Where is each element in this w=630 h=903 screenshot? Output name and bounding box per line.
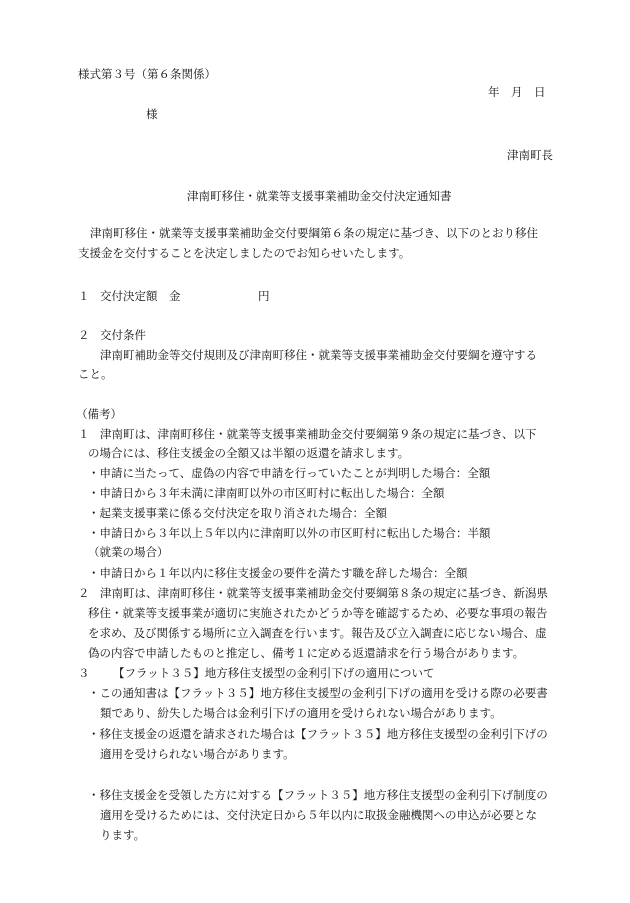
note3-bullet-cont: 適用を受けるためには、交付決定日から５年以内に取扱金融機関への申込が必要とな — [100, 808, 537, 822]
note3-bullet-first: ・この通知書は【フラット３５】地方移住支援型の金利引下げの適用を受ける際の必要書 — [88, 686, 548, 700]
section1-unit: 円 — [258, 289, 270, 303]
note3-bullet-first: ・移住支援金の返還を請求された場合は【フラット３５】地方移住支援型の金利引下げの — [88, 727, 548, 741]
intro-line-2: 支援金を交付することを決定しましたのでお知らせいたします。 — [78, 246, 411, 260]
section1-label: 交付決定額 金 — [100, 289, 181, 303]
form-number: 様式第３号（第６条関係） — [78, 67, 216, 81]
addressee-suffix: 様 — [146, 107, 158, 121]
sender-name: 津南町長 — [507, 148, 553, 162]
note1-bullet: ・起業支援事業に係る交付決定を取り消された場合：全額 — [88, 506, 387, 520]
section1-number: １ — [78, 289, 90, 303]
note1-bullet: ・申請日から３年未満に津南町以外の市区町村に転出した場合：全額 — [88, 486, 445, 500]
note3-bullet-cont: ります。 — [100, 828, 146, 842]
intro-line-1: 津南町移住・就業等支援事業補助金交付要綱第６条の規定に基づき、以下のとおり移住 — [90, 226, 539, 240]
note3-heading: 【フラット３５】地方移住支援型の金利引下げの適用について — [113, 666, 435, 680]
note3-number: ３ — [78, 666, 90, 680]
note1-subheading: （就業の場合） — [88, 545, 169, 559]
note3-bullet-cont: 類であり、紛失した場合は金利引下げの適用を受けられない場合があります。 — [100, 706, 502, 720]
note3-bullet-first: ・移住支援金を受領した方に対する【フラット３５】地方移住支援型の金利引下げ制度の — [88, 788, 548, 802]
section2-label: 交付条件 — [100, 328, 146, 342]
note2-number: ２ — [78, 586, 90, 600]
notes-heading: （備考） — [76, 407, 122, 421]
note1-line-2: の場合には、移住支援金の全額又は半額の返還を請求します。 — [88, 446, 410, 460]
note2-line-3: を求め、及び関係する場所に立入調査を行います。報告及び立入調査に応じない場合、虚 — [88, 626, 547, 640]
note1-number: １ — [78, 427, 90, 441]
section2-body-line-2: こと。 — [78, 367, 113, 381]
note2-line-1: 津南町は、津南町移住・就業等支援事業補助金交付要綱第８条の規定に基づき、新潟県 — [100, 586, 549, 600]
note1-bullet: ・申請日から１年以内に移住支援金の要件を満たす職を辞した場合：全額 — [88, 566, 468, 580]
document-title: 津南町移住・就業等支援事業補助金交付決定通知書 — [187, 189, 452, 203]
date-field: 年 月 日 — [488, 85, 546, 99]
note1-line-1: 津南町は、津南町移住・就業等支援事業補助金交付要綱第９条の規定に基づき、以下 — [100, 427, 537, 441]
section2-number: ２ — [78, 328, 90, 342]
note3-bullet-cont: 適用を受けられない場合があります。 — [100, 747, 295, 761]
note2-line-4: 偽の内容で申請したものと推定し、備考１に定める返還請求を行う場合があります。 — [88, 646, 525, 660]
section2-body-line-1: 津南町補助金等交付規則及び津南町移住・就業等支援事業補助金交付要綱を遵守する — [100, 348, 537, 362]
note2-line-2: 移住・就業等支援事業が適切に実施されたかどうか等を確認するため、必要な事項の報告 — [88, 606, 548, 620]
note1-bullet: ・申請日から３年以上５年以内に津南町以外の市区町村に転出した場合：半額 — [88, 526, 491, 540]
note1-bullet: ・申請に当たって、虚偽の内容で申請を行っていたことが判明した場合：全額 — [88, 466, 491, 480]
